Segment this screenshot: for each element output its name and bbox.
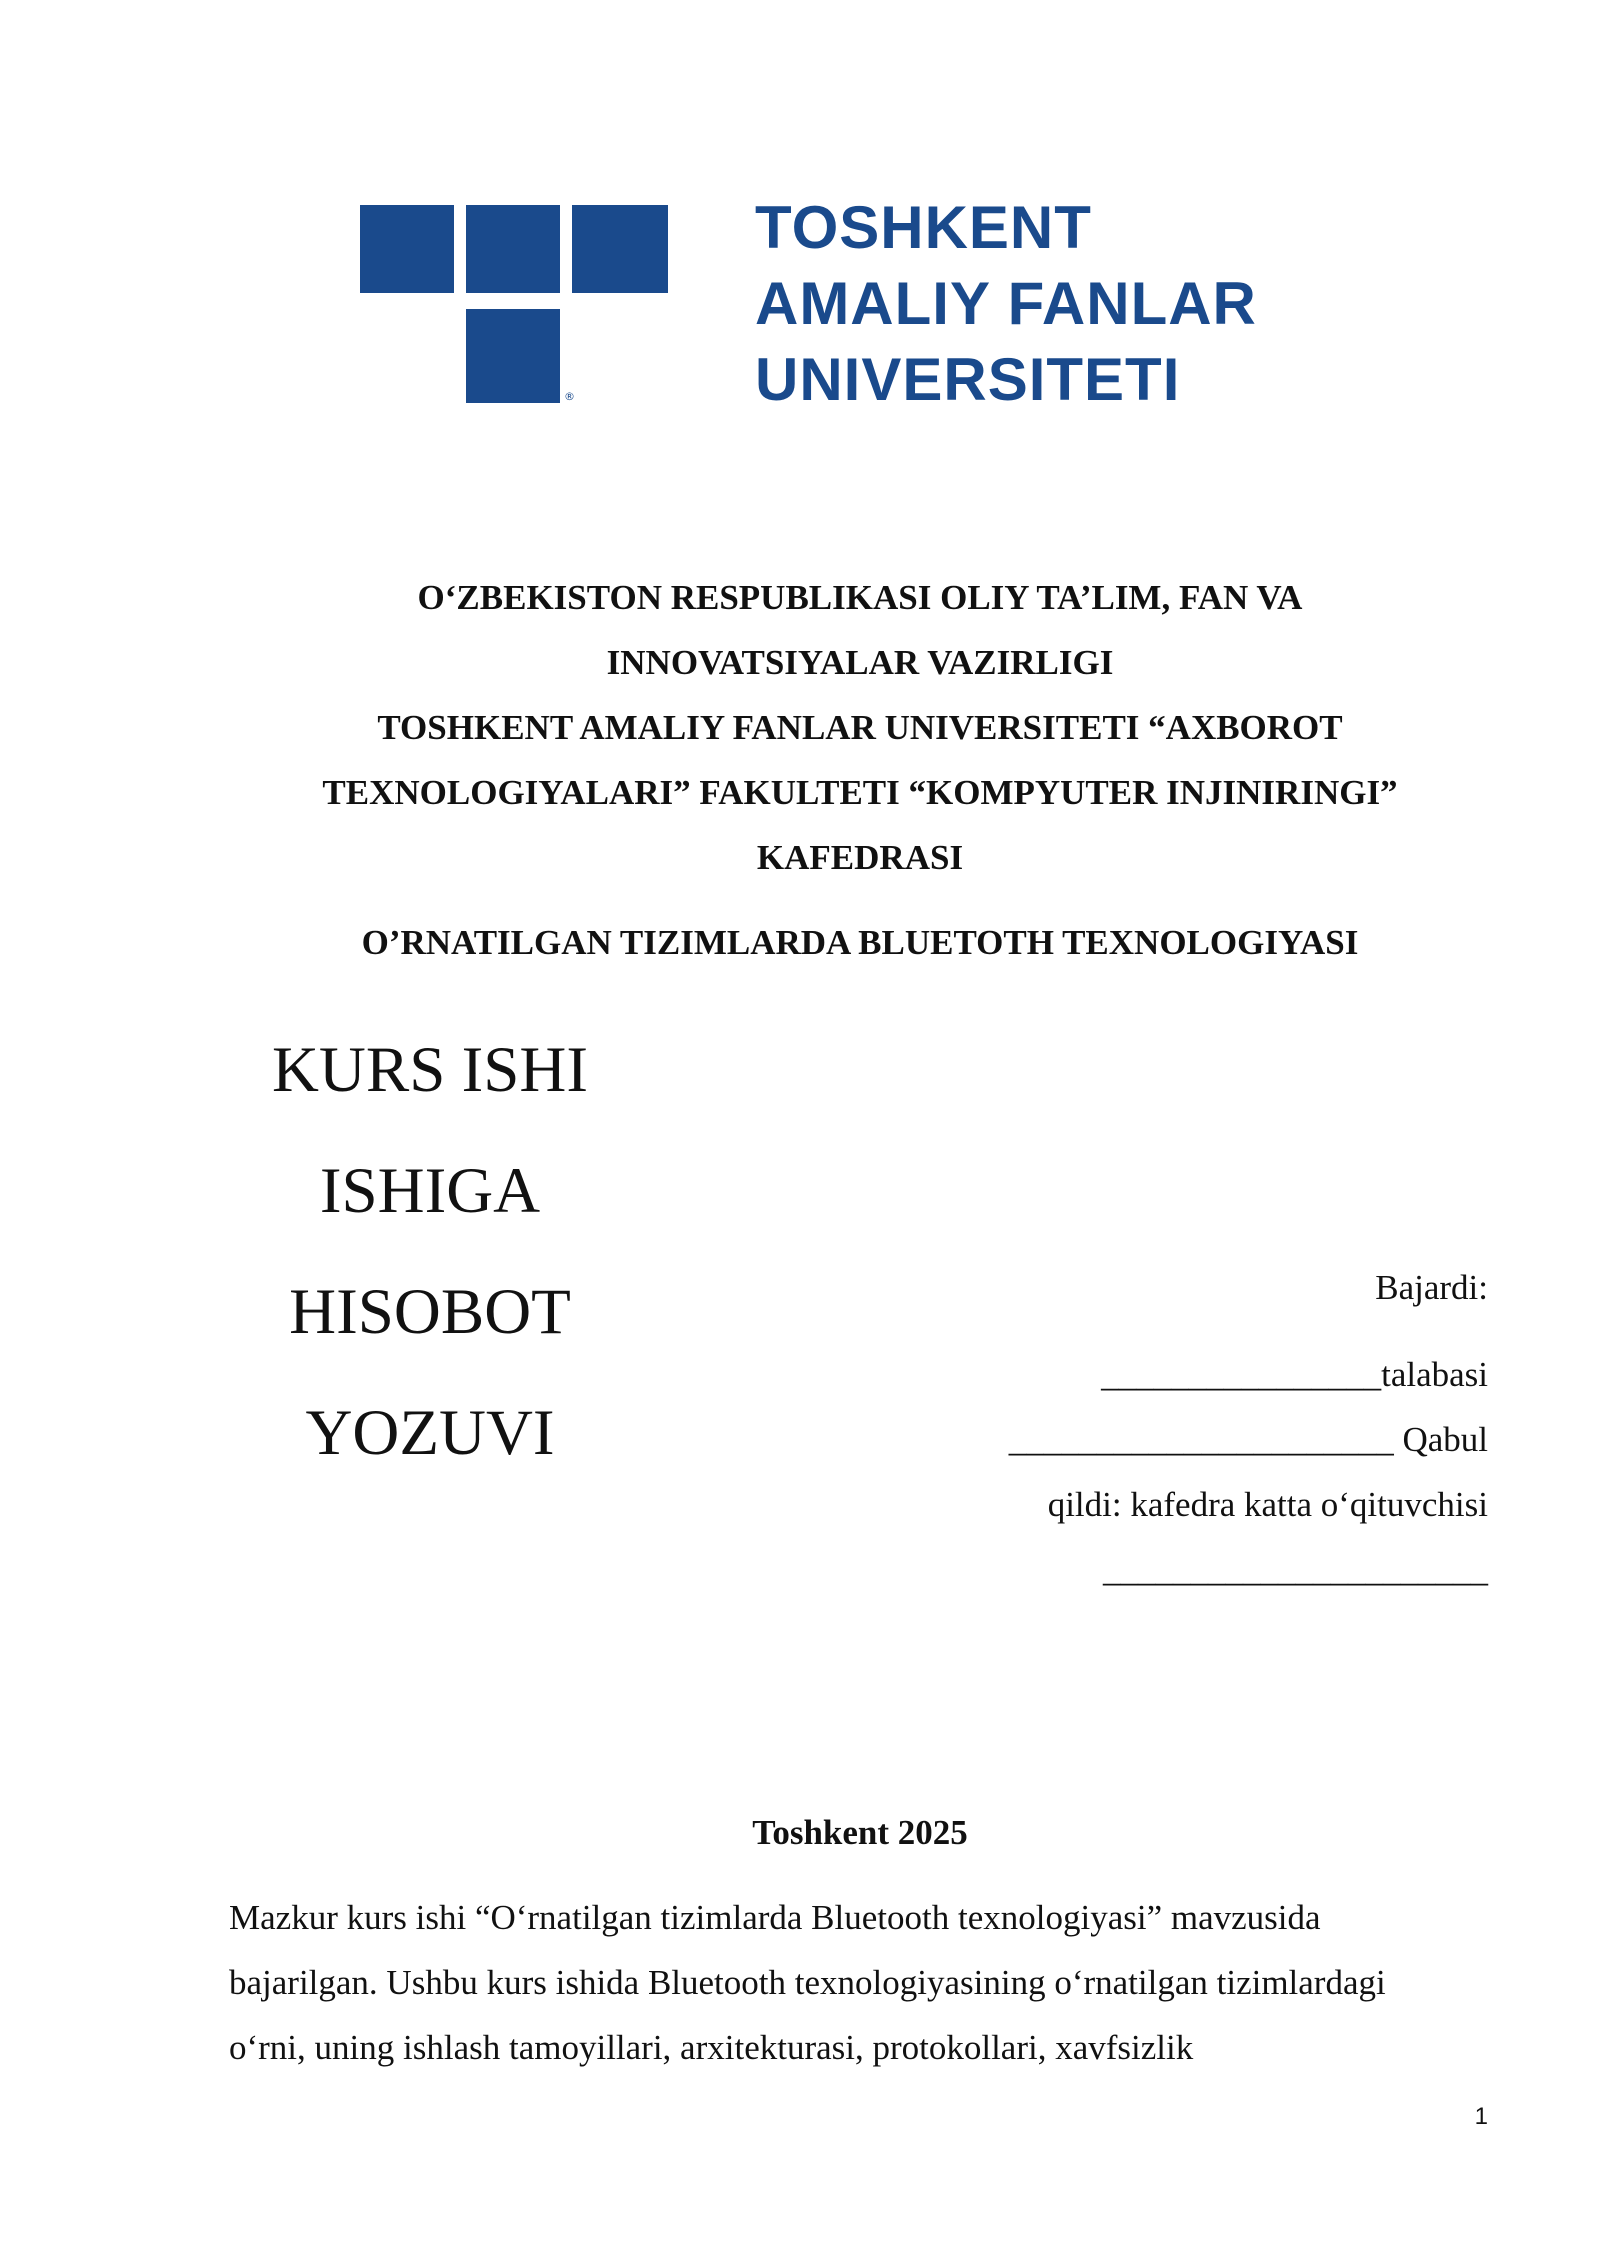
header-line-4: TEXNOLOGIYALARI” FAKULTETI “KOMPYUTER INJINIRINGI” <box>322 773 1398 812</box>
logo-line-3: UNIVERSITETI <box>755 346 1181 413</box>
logo-square-top-center <box>466 205 560 293</box>
teacher-signature-line: ______________________ <box>1103 1550 1488 1589</box>
header-line-2: INNOVATSIYALAR VAZIRLIGI <box>606 643 1114 682</box>
doc-type-line-4: YOZUVI <box>305 1397 555 1469</box>
header-line-5: KAFEDRASI <box>756 838 964 877</box>
student-signature-line: ________________talabasi <box>1101 1355 1488 1394</box>
signature-block <box>888 1255 1488 1602</box>
qabul-signature-line: ______________________ Qabul <box>1008 1420 1488 1459</box>
logo-registered-mark: ® <box>564 390 575 403</box>
logo-square-top-left <box>360 205 454 293</box>
logo-square-bottom-center <box>466 309 560 403</box>
intro-line-3: o‘rni, uning ishlash tamoyillari, arxitekturasi, protokollari, xavfsizlik <box>229 2028 1194 2067</box>
university-logo-icon <box>360 205 670 405</box>
intro-line-2: bajarilgan. Ushbu kurs ishida Bluetooth texnologiyasining o‘rnatilgan tizimlardagi <box>229 1963 1386 2002</box>
institution-header <box>200 565 1520 890</box>
city-year: Toshkent 2025 <box>752 1813 968 1852</box>
doc-type-line-1: KURS ISHI <box>271 1034 589 1106</box>
logo-square-top-right <box>572 205 668 293</box>
doc-type-line-3: HISOBOT <box>289 1276 571 1348</box>
document-type-title <box>220 1010 640 1494</box>
qildi-label: qildi: kafedra katta o‘qituvchisi <box>1047 1485 1488 1524</box>
logo-line-1: TOSHKENT <box>755 194 1092 261</box>
header-line-1: O‘ZBEKISTON RESPUBLIKASI OLIY TA’LIM, FAN VA <box>417 578 1303 617</box>
university-logo-text <box>755 190 1257 418</box>
intro-line-1: Mazkur kurs ishi “O‘rnatilgan tizimlarda Bluetooth texnologiyasi” mavzusida <box>229 1898 1321 1937</box>
intro-paragraph <box>229 1885 1529 2080</box>
doc-type-line-2: ISHIGA <box>319 1155 541 1227</box>
header-line-3: TOSHKENT AMALIY FANLAR UNIVERSITETI “AXBOROT <box>377 708 1343 747</box>
topic-title: O’RNATILGAN TIZIMLARDA BLUETOTH TEXNOLOGIYASI <box>361 923 1359 962</box>
bajardi-label: Bajardi: <box>1375 1268 1488 1307</box>
page-number: 1 <box>1474 2103 1488 2130</box>
logo-line-2: AMALIY FANLAR <box>755 270 1257 337</box>
